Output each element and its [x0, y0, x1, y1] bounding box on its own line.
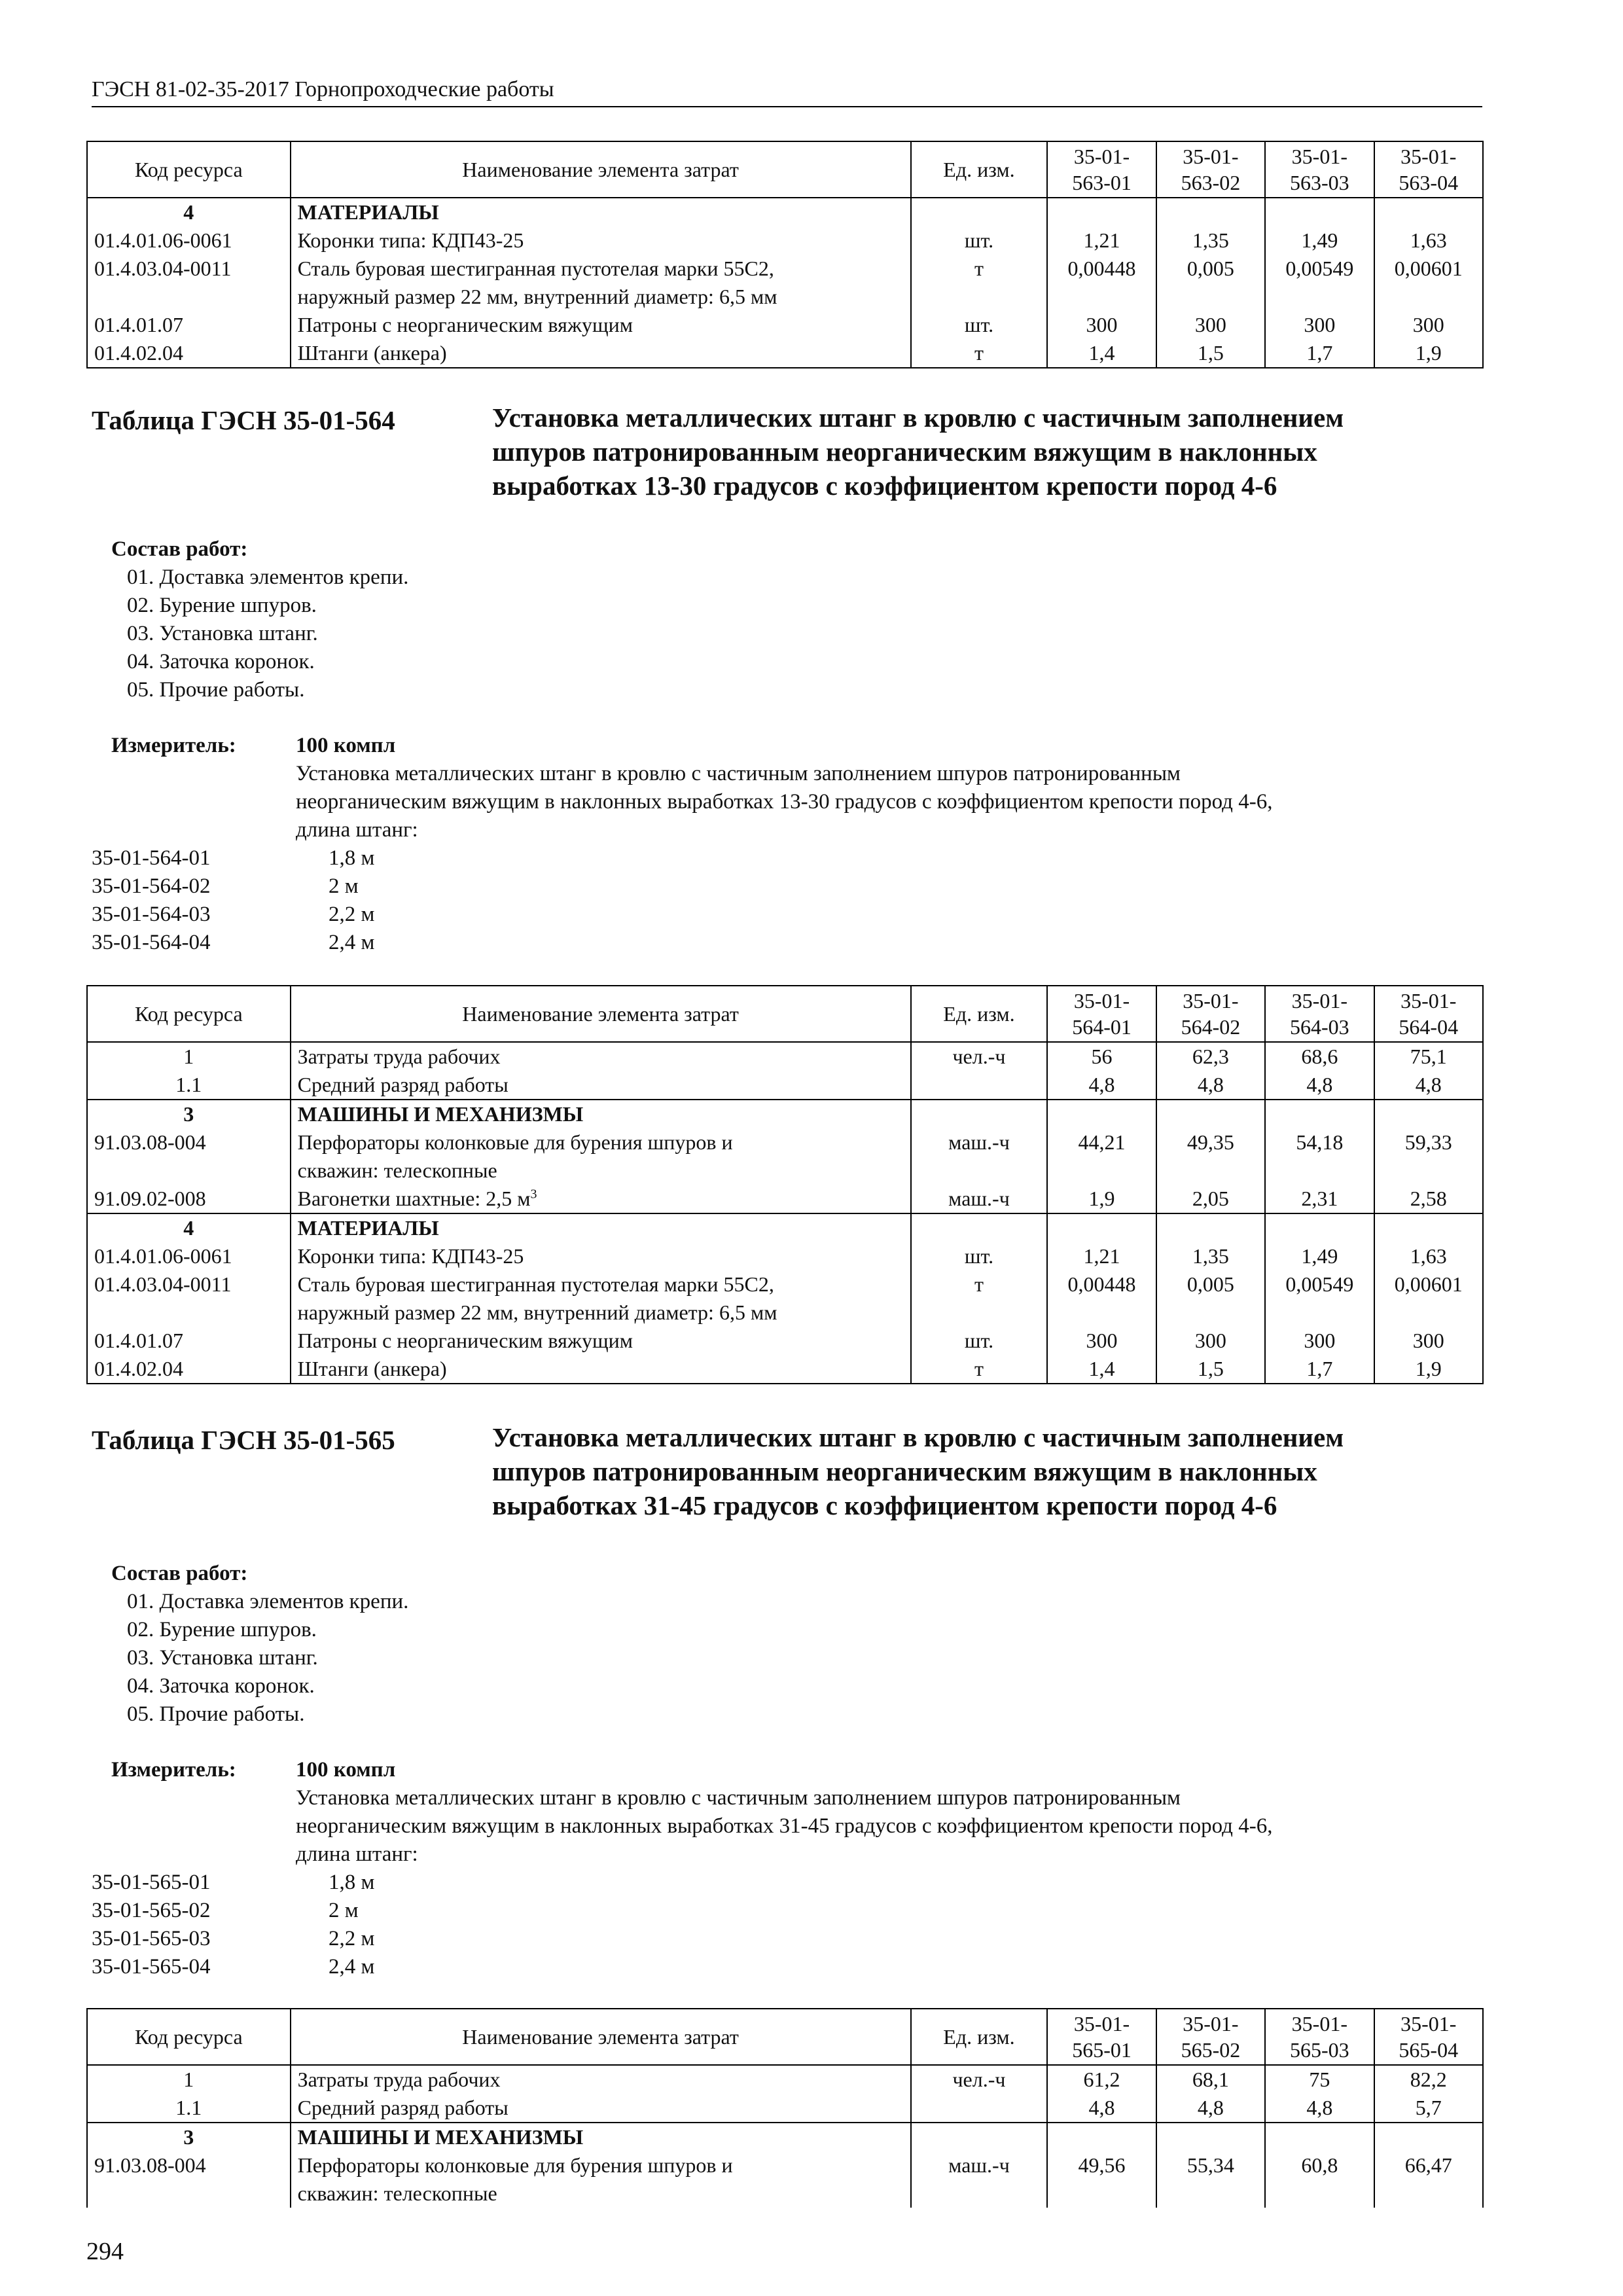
- table-header-row: [87, 2009, 1483, 2065]
- variant-list-564: [92, 844, 374, 957]
- table-header-row: [87, 986, 1483, 1042]
- section-row-materials: 4 МАТЕРИАЛЫ: [87, 1213, 1483, 1242]
- works-label: Состав работ:: [111, 1562, 248, 1585]
- works-item: 03. Установка штанг.: [127, 622, 318, 645]
- col-header-name: Наименование элемента затрат: [291, 2009, 911, 2065]
- resource-table-565: [86, 2008, 1484, 2208]
- col-header-variant: 35-01- 563-02: [1156, 141, 1265, 198]
- col-header-unit: Ед. изм.: [911, 141, 1048, 198]
- col-header-variant: 35-01- 564-01: [1047, 986, 1156, 1042]
- works-item: 01. Доставка элементов крепи.: [127, 565, 409, 589]
- table-row: 01.4.02.04 Штанги (анкера) т 1,4 1,5 1,7 1,9: [87, 1355, 1483, 1384]
- table-row: 01.4.02.04 Штанги (анкера) т 1,4 1,5 1,7 1,9: [87, 339, 1483, 368]
- variant-row: 35-01-564-04 2,4 м: [92, 931, 375, 954]
- variant-row: 35-01-564-02 2 м: [92, 874, 359, 898]
- table-row-grade: 1.1 Средний разряд работы 4,8 4,8 4,8 5,7: [87, 2094, 1483, 2123]
- table-row: 01.4.01.06-0061 Коронки типа: КДП43-25 шт. 1,21 1,35 1,49 1,63: [87, 226, 1483, 255]
- table-title-565: Таблица ГЭСН 35-01-565: [92, 1425, 395, 1455]
- col-header-unit: Ед. изм.: [911, 2009, 1048, 2065]
- col-header-name: Наименование элемента затрат: [291, 141, 911, 198]
- table-row: 01.4.01.06-0061 Коронки типа: КДП43-25 шт. 1,21 1,35 1,49 1,63: [87, 1242, 1483, 1270]
- meter-block-564: 100 компл Установка металлических штанг в кровлю с частичным заполнением шпуров патронированным неорганическим вяжущим в наклонных выработках 13-30 градусов с коэффициентом крепости пород 4-6, длина штанг:: [296, 734, 1273, 842]
- variant-row: 35-01-565-01 1,8 м: [92, 1871, 375, 1894]
- col-header-variant: 35-01- 563-03: [1265, 141, 1374, 198]
- works-item: 05. Прочие работы.: [127, 678, 305, 702]
- col-header-variant: 35-01- 564-04: [1374, 986, 1483, 1042]
- table-row: 91.03.08-004 Перфораторы колонковые для бурения шпуров и скважин: телескопные маш.-ч 44,21 49,35 54,18 59,33: [87, 1128, 1483, 1185]
- table-header-row: [87, 141, 1483, 198]
- variant-row: 35-01-565-02 2 м: [92, 1899, 359, 1922]
- col-header-variant: 35-01- 565-04: [1374, 2009, 1483, 2065]
- resource-table-564: [86, 985, 1484, 1384]
- meter-block-565: 100 компл Установка металлических штанг в кровлю с частичным заполнением шпуров патронированным неорганическим вяжущим в наклонных выработках 31-45 градусов с коэффициентом крепости пород 4-6, длина штанг:: [296, 1758, 1273, 1866]
- col-header-code: Код ресурса: [87, 986, 291, 1042]
- variant-row: 35-01-564-03 2,2 м: [92, 903, 375, 926]
- col-header-variant: 35-01- 565-03: [1265, 2009, 1374, 2065]
- works-item: 02. Бурение шпуров.: [127, 1618, 317, 1641]
- col-header-code: Код ресурса: [87, 2009, 291, 2065]
- col-header-unit: Ед. изм.: [911, 986, 1048, 1042]
- table-row: 91.09.02-008 Вагонетки шахтные: 2,5 $м^3$ маш.-ч 1,9 2,05 2,31 2,58: [87, 1185, 1483, 1213]
- works-item: 01. Доставка элементов крепи.: [127, 1590, 409, 1613]
- table-description-565: Установка металлических штанг в кровлю с частичным заполнением шпуров патронированным неорганическим вяжущим в наклонных выработках 31-45 градусов с коэффициентом крепости пород 4-6: [492, 1422, 1344, 1520]
- works-item: 04. Заточка коронок.: [127, 650, 315, 673]
- works-item: 03. Установка штанг.: [127, 1646, 318, 1670]
- resource-table-563: [86, 141, 1484, 368]
- works-item: 02. Бурение шпуров.: [127, 594, 317, 617]
- section-row-machines: 3 МАШИНЫ И МЕХАНИЗМЫ: [87, 1100, 1483, 1128]
- col-header-variant: 35-01- 565-01: [1047, 2009, 1156, 2065]
- page-number: 294: [86, 2238, 124, 2265]
- works-item: 05. Прочие работы.: [127, 1702, 305, 1726]
- section-row-materials: 4 МАТЕРИАЛЫ: [87, 198, 1483, 226]
- table-row: 01.4.01.07 Патроны с неорганическим вяжущим шт. 300 300 300 300: [87, 1327, 1483, 1355]
- works-label: Состав работ:: [111, 537, 248, 561]
- table-title-564: Таблица ГЭСН 35-01-564: [92, 405, 395, 435]
- col-header-variant: 35-01- 563-04: [1374, 141, 1483, 198]
- table-description-564: Установка металлических штанг в кровлю с частичным заполнением шпуров патронированным неорганическим вяжущим в наклонных выработках 13-30 градусов с коэффициентом крепости пород 4-6: [492, 403, 1344, 501]
- table-row-grade: 1.1 Средний разряд работы 4,8 4,8 4,8 4,8: [87, 1071, 1483, 1100]
- col-header-name: Наименование элемента затрат: [291, 986, 911, 1042]
- variant-list-565: [92, 1869, 374, 1981]
- meter-label-564: Измеритель:: [111, 734, 236, 757]
- table-row: 91.03.08-004 Перфораторы колонковые для бурения шпуров и скважин: телескопные маш.-ч 49,56 55,34 60,8 66,47: [87, 2151, 1483, 2208]
- col-header-variant: 35-01- 565-02: [1156, 2009, 1265, 2065]
- works-list-565: [111, 1560, 408, 1729]
- variant-row: 35-01-564-01 1,8 м: [92, 846, 375, 870]
- table-row-labor: 1 Затраты труда рабочих чел.-ч 61,2 68,1 75 82,2: [87, 2065, 1483, 2094]
- section-row-machines: 3 МАШИНЫ И МЕХАНИЗМЫ: [87, 2123, 1483, 2151]
- col-header-code: Код ресурса: [87, 141, 291, 198]
- col-header-variant: 35-01- 564-02: [1156, 986, 1265, 1042]
- works-item: 04. Заточка коронок.: [127, 1674, 315, 1698]
- variant-row: 35-01-565-04 2,4 м: [92, 1955, 375, 1979]
- col-header-variant: 35-01- 563-01: [1047, 141, 1156, 198]
- table-row: 01.4.01.07 Патроны с неорганическим вяжущим шт. 300 300 300 300: [87, 311, 1483, 339]
- works-list-564: [111, 535, 408, 704]
- col-header-variant: 35-01- 564-03: [1265, 986, 1374, 1042]
- variant-row: 35-01-565-03 2,2 м: [92, 1927, 375, 1950]
- table-row: 01.4.03.04-0011 Сталь буровая шестигранная пустотелая марки 55С2, наружный размер 22 мм, внутренний диаметр: 6,5 мм т 0,00448 0,005 0,00549 0,00601: [87, 255, 1483, 311]
- table-row: 01.4.03.04-0011 Сталь буровая шестигранная пустотелая марки 55С2, наружный размер 22 мм, внутренний диаметр: 6,5 мм т 0,00448 0,005 0,00549 0,00601: [87, 1270, 1483, 1327]
- meter-label-565: Измеритель:: [111, 1758, 236, 1782]
- table-row-labor: 1 Затраты труда рабочих чел.-ч 56 62,3 68,6 75,1: [87, 1042, 1483, 1071]
- page-header: ГЭСН 81-02-35-2017 Горнопроходческие работы: [92, 77, 1482, 107]
